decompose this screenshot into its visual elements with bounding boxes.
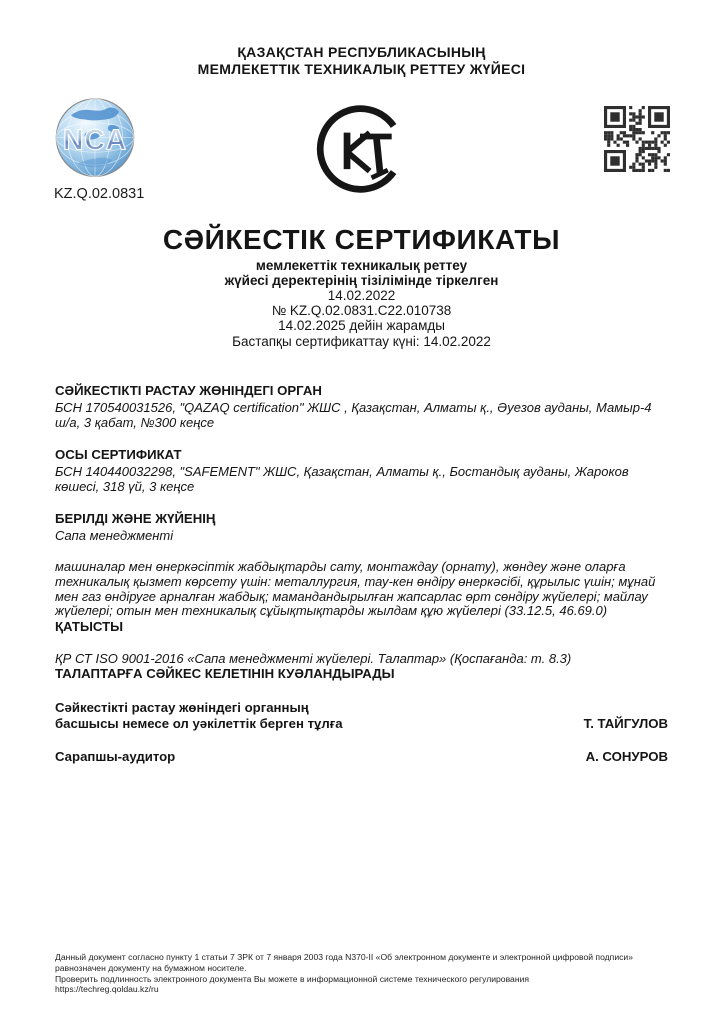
section-heading: ОСЫ СЕРТИФИКАТ [55,447,182,462]
signature-role-line2: басшысы немесе ол уәкілеттік берген тұлға [55,716,343,732]
section-body: Сапа менеджменті [55,528,174,543]
legal-footer [55,952,669,995]
section-body: БСН 140440032298, "SAFEMENT" ЖШС, Қазақстан, Алматы қ., Бостандық ауданы, Жароков көшесі, 318 үй, 3 кеңсе [55,464,629,494]
section-body: БСН 170540031526, "QAZAQ certification" ЖШС , Қазақстан, Алматы қ., Әуезов ауданы, Мамыр-4 ш/а, 3 қабат, №300 кеңсе [55,400,652,430]
signature-row-auditor [55,749,668,765]
nca-logo-text: NCA [62,124,128,157]
certificate-title: СӘЙКЕСТІК СЕРТИФИКАТЫ [162,224,561,255]
section-issued-system [55,511,668,543]
valid-until: 14.02.2025 дейін жарамды [278,318,445,334]
signature-role-line1: Сәйкестікті растау жөніндегі органның [55,700,309,716]
footer-line2: Проверить подлинность электронного документа Вы можете в информационной системе технического регулирования [55,973,530,984]
signature-name: Т. ТАЙГУЛОВ [583,716,668,732]
footer-line1: Данный документ согласно пункту 1 статьи 7 ЗРК от 7 января 2003 года N370-II «Об электронном документе и электронной цифровой подписи» равнозначен документу на бумажном носителе. [55,952,634,973]
document-header [0,44,723,78]
scope-description: машиналар мен өнеркәсіптік жабдықтарды сату, монтаждау (орнату), жөндеу және оларға техникалық қызмет көрсету үшін: металлургия, тау-кен өндіру өнеркәсібі, құрылыс үшін; мұнай мен газ өндіруге арналған жабдық; мамандандырылған жапсарлас өрт сөндіру жүйелері; майлау жүйелері; отын мен техникалық сұйықтықтарды жылдам құю жүйелері (33.12.5, 46.69.0) [55,559,656,619]
subtitle-line2: жүйесі деректерінің тізілімінде тіркелген [224,273,499,288]
initial-cert-date: Бастапқы сертификаттау күні: 14.02.2022 [232,333,491,349]
section-heading: СӘЙКЕСТІКТІ РАСТАУ ЖӨНІНДЕГІ ОРГАН [55,383,322,398]
footer-verification-url: https://techreg.qoldau.kz/ru [55,984,159,995]
section-heading: БЕРІЛДІ ЖӘНЕ ЖҮЙЕНІҢ [55,511,216,526]
qr-code-icon [604,106,670,172]
kt-conformity-mark-icon [312,101,408,197]
registered-date: 14.02.2022 [327,288,396,303]
conformity-statement: ТАЛАПТАРҒА СӘЙКЕС КЕЛЕТІНІН КУӘЛАНДЫРАДЫ [55,666,395,682]
title-block [0,224,723,349]
section-certification-body [55,383,668,430]
section-certificate-holder [55,447,668,494]
standard-reference: ҚР СТ ISO 9001-2016 «Сапа менеджменті жүйелері. Талаптар» (Қоспағанда: т. 8.3) [55,651,572,667]
header-line1: ҚАЗАҚСТАН РЕСПУБЛИКАСЫНЫҢ [237,44,486,60]
certificate-code: KZ.Q.02.0831 [54,186,145,202]
header-line2: МЕМЛЕКЕТТІК ТЕХНИКАЛЫҚ РЕТТЕУ ЖҮЙЕСІ [197,61,526,77]
certificate-body [55,383,668,765]
nca-globe-logo-icon [52,96,138,186]
signature-role [55,700,343,732]
certificate-number: № KZ.Q.02.0831.C22.010738 [271,303,452,319]
signature-row-head [55,700,668,732]
signature-name: А. СОНУРОВ [585,749,668,765]
scope-after-heading: ҚАТЫСТЫ [55,619,124,635]
signature-role-line1: Сарапшы-аудитор [55,749,176,765]
subtitle-line1: мемлекеттік техникалық реттеу [255,258,468,273]
